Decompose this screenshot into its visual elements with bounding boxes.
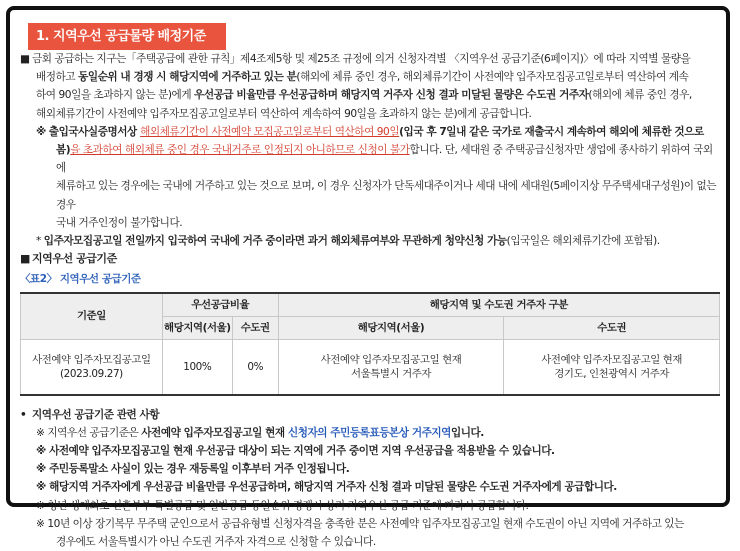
note-overseas-stay: ※ 출입국사실증명서상 해외체류기간이 사전예약 모집공고일로부터 역산하여 90일(입국 후 7일내 같은 국가로 재출국시 계속하여 해외에 체류한 것으로 봄)을 초과하여 해외체류 중인 경우 국내거주로 인정되지 아니하므로 신청이 불가합니다. 단, 세대원 중 주택공급신청자만 생업에 종사하기 위하여 국외에 체류하고 있는 경우에는 국내에 거주하고 있는 것으로 보며, 이 경우 신청자가 단독세대주이거나 세대 내에 세대원(5페이지상 무주택세대구성원)이 없는 경우 국내 거주인정이 불가합니다.	[36, 125, 717, 229]
list-item: ※ 주민등록말소 사실이 있는 경우 재등록일 이후부터 거주 인정됩니다.	[36, 463, 350, 476]
list-item: ※ 지역우선 공급기준은 사전예약 입주자모집공고일 현재 신청자의 주민등록표등본상 거주지역입니다.	[36, 426, 484, 439]
th-base-date: 기준일	[21, 293, 163, 340]
square-bullet-icon: ■	[20, 53, 30, 65]
paragraph-allocation: ■ 금회 공급하는 지구는「주택공급에 관한 규칙」제4조제5항 및 제25조 규정에 의거 신청자격별 〈지역우선 공급기준(6페이지)〉에 따라 지역별 물량을 배정하고 동일순위 내 경쟁 시 해당지역에 거주하고 있는 분(해외에 체류 중인 경우, 해외체류기간이 사전예약 입주자모집공고일로부터 역산하여 계속 하여 90일을 초과하지 않는 분)에게 우선공급 비율만큼 우선공급하며 해당지역 거주자 신청 결과 미달된 물량은 수도권 거주자(해외에 체류 중인 경우, 해외체류기간이 사전예약 입주자모집공고일로부터 역산하여 계속하여 90일을 초과하지 않는 분)에게 공급합니다.	[20, 50, 720, 123]
th-capital: 수도권	[232, 316, 278, 339]
th-local-seoul: 해당지역(서울)	[162, 316, 232, 339]
related-notes: • 지역우선 공급기준 관련 사항 ※ 지역우선 공급기준은 사전예약 입주자모집공고일 현재 신청자의 주민등록표등본상 거주지역입니다. ※ 사전예약 입주자모집공고일 현재 우선공급 대상이 되는 지역에 거주 중이면 지역 우선공급을 적용받을 수 있습니다. ※ 주민등록말소 사실이 있는 경우 재등록일 이후부터 거주 인정됩니다. ※ 해당지역 거주자에게 우선공급 비율만큼 우선공급하며, 해당지역 거주자 신청 결과 미달된 물량은 수도권 거주자에게 공급합니다. ※ 청년·생애최초·신혼부부 특별공급 및 일반공급 동일순위 경쟁시 상기 지역우선 공급 기준에 따라서 공급합니다. ※ 10년 이상 장기복무 무주택 군인으로서 공급유형별 신청자격을 충족한 분은 사전예약 입주자모집공고일 현재 수도권이 아닌 지역에 거주하고 있는 경우에도 서울특별시가 아닌 수도권 거주자 자격으로 신청할 수 있습니다.	[20, 406, 720, 551]
cell-capital-resident: 사전예약 입주자모집공고일 현재 경기도, 인천광역시 거주자	[504, 339, 720, 395]
th-capital-region: 수도권	[504, 316, 720, 339]
th-local-seoul-region: 해당지역(서울)	[278, 316, 504, 339]
cell-base-date: 사전예약 입주자모집공고일 (2023.09.27)	[21, 339, 163, 395]
subheading-priority-criteria: ■ 지역우선 공급기준	[20, 250, 720, 268]
document-body	[20, 50, 720, 551]
cell-ratio-capital: 0%	[232, 339, 278, 395]
square-bullet-icon: ■	[20, 252, 30, 266]
th-region-group: 해당지역 및 수도권 거주자 구분	[278, 293, 719, 317]
list-item: ※ 사전예약 입주자모집공고일 현재 우선공급 대상이 되는 지역에 거주 중이면 지역 우선공급을 적용받을 수 있습니다.	[36, 445, 555, 458]
list-item: ※ 해당지역 거주자에게 우선공급 비율만큼 우선공급하며, 해당지역 거주자 신청 결과 미달된 물량은 수도권 거주자에게 공급합니다.	[36, 481, 617, 494]
th-priority-ratio: 우선공급비율	[162, 293, 278, 317]
cell-ratio-local: 100%	[162, 339, 232, 395]
cell-local-resident: 사전예약 입주자모집공고일 현재 서울특별시 거주자	[278, 339, 504, 395]
note-entry: * 입주자모집공고일 전일까지 입국하여 국내에 거주 중이라면 과거 해외체류여부와 무관하게 청약신청 가능(입국일은 해외체류기간에 포함됨).	[36, 235, 660, 248]
table-caption: 〈표2〉 지역우선 공급기준	[20, 273, 141, 286]
list-item-continued: 경우에도 서울특별시가 아닌 수도권 거주자 자격으로 신청할 수 있습니다.	[56, 536, 376, 549]
list-item: ※ 청년·생애최초·신혼부부 특별공급 및 일반공급 동일순위 경쟁시 상기 지역우선 공급 기준에 따라서 공급합니다.	[36, 499, 529, 512]
priority-table	[20, 292, 720, 396]
table-row	[21, 339, 720, 395]
list-item: ※ 10년 이상 장기복무 무주택 군인으로서 공급유형별 신청자격을 충족한 분은 사전예약 입주자모집공고일 현재 수도권이 아닌 지역에 거주하고 있는	[36, 517, 684, 530]
dot-bullet-icon: •	[20, 408, 27, 421]
section-title: 1. 지역우선 공급물량 배정기준	[28, 23, 226, 50]
